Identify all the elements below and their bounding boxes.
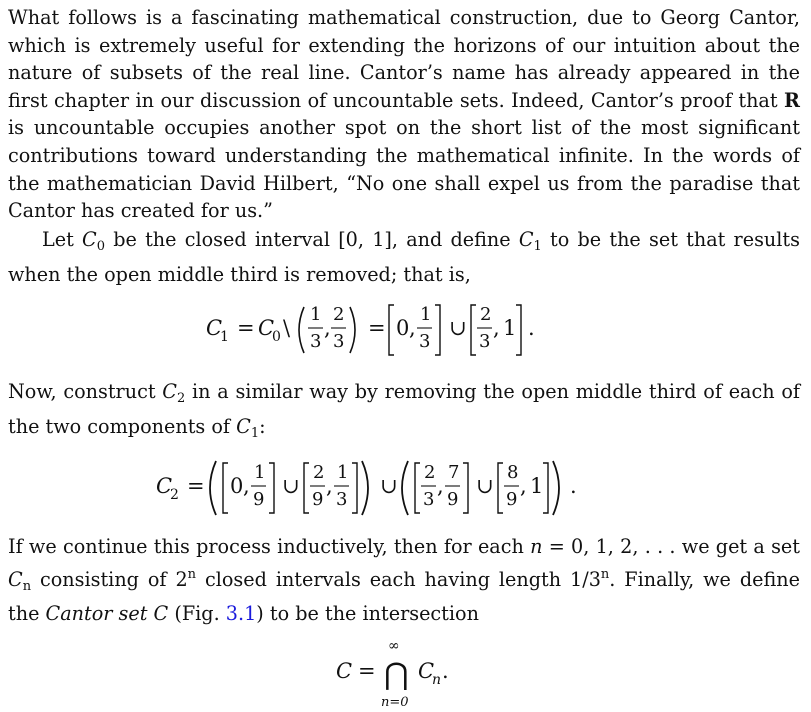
eq2-lhs-sub: 2 <box>169 487 179 503</box>
eq1-lhs: C <box>205 316 222 340</box>
eq2-d5: 9 <box>446 489 458 510</box>
eq1-lhs-sub: 1 <box>219 329 229 345</box>
eq1-period: . <box>527 316 535 340</box>
eq3-intersection: ⋂ <box>383 657 409 692</box>
eq2-n5: 7 <box>447 462 459 483</box>
eq2-paren2-right <box>553 461 559 515</box>
paragraph-define-c1: Let $C_0$ be the closed interval [0, 1], and define $C_1$ to be the set that results when the open middle third is removed; that is, <box>8 228 800 286</box>
cantor-set-term: Cantor set C <box>45 602 169 626</box>
equation-c1 <box>0 288 811 368</box>
eq2-n1: 1 <box>253 462 265 483</box>
eq2-union3: ∪ <box>475 474 494 498</box>
eq1-union: ∪ <box>448 316 467 340</box>
eq1-num1: 1 <box>309 304 321 325</box>
eq1-num3: 1 <box>419 304 431 325</box>
paragraph-cantor-set: If we continue this process inductively, then for each n = 0, 1, 2, . . . we get a set $C_n$ consisting of 2$^n$ closed intervals each having length 1/3$^n$. Finally, we define the Cantor set C (Fig. 3.1) to be the intersection <box>8 535 801 626</box>
eq1-zero: 0 <box>395 316 409 340</box>
equation-cantor-intersection <box>0 634 811 712</box>
eq1-den1: 3 <box>309 331 321 352</box>
eq2-d3: 3 <box>335 489 347 510</box>
reals-symbol: R <box>784 88 800 112</box>
eq3-lhs: C <box>335 659 352 683</box>
figure-ref-link[interactable]: 3.1 <box>225 602 257 626</box>
eq3-period: . <box>441 659 449 683</box>
eq1-equals2: = <box>367 316 386 340</box>
eq1-paren-right <box>350 307 355 353</box>
eq2-zero: 0 <box>229 474 243 498</box>
eq3-infinity: ∞ <box>387 638 400 654</box>
eq1-num4: 2 <box>479 304 491 325</box>
eq3-equals: = <box>357 659 376 683</box>
eq2-paren2-left <box>402 461 408 515</box>
eq2-d4: 3 <box>422 489 434 510</box>
eq2-union2: ∪ <box>379 474 398 498</box>
equation-c2 <box>0 446 811 526</box>
eq1-bracket2-right <box>516 305 521 355</box>
eq2-d6: 9 <box>505 489 517 510</box>
eq2-n4: 2 <box>423 462 435 483</box>
eq2-paren1-right <box>362 461 368 515</box>
eq2-equals: = <box>186 474 205 498</box>
eq2-one: 1 <box>529 474 543 498</box>
eq1-one: 1 <box>502 316 516 340</box>
eq1-c0: C <box>257 316 274 340</box>
eq1-bracket2-left <box>471 305 476 355</box>
eq1-comma3: , <box>492 316 500 340</box>
eq2-comma2: , <box>325 474 333 498</box>
eq1-comma1: , <box>323 316 331 340</box>
eq1-paren-left <box>299 307 304 353</box>
eq1-setminus: \ <box>282 316 290 340</box>
eq2-d2: 9 <box>311 489 323 510</box>
eq1-den4: 3 <box>478 331 490 352</box>
eq2-lhs: C <box>155 474 172 498</box>
eq2-paren1-left <box>210 461 216 515</box>
eq2-period: . <box>569 474 577 498</box>
eq2-n2: 2 <box>312 462 324 483</box>
eq2-n6: 8 <box>506 462 518 483</box>
eq3-lower-limit: n=0 <box>380 695 409 710</box>
eq1-bracket1-right <box>435 305 440 355</box>
eq3-cn: C <box>417 659 434 683</box>
eq2-comma1: , <box>242 474 250 498</box>
eq1-equals: = <box>236 316 255 340</box>
eq3-cn-sub: n <box>431 672 441 688</box>
paragraph-construct-c2: Now, construct $C_2$ in a similar way by removing the open middle third of each of the two components of $C_1$: <box>8 380 800 441</box>
eq1-den2: 3 <box>332 331 344 352</box>
paragraph-intro: What follows is a fascinating mathematical construction, due to Georg Cantor, which is extremely useful for extending the horizons of our intuition about the nature of subsets of the real line. Cantor’s name has already appeared in the first chapter in our discussion of uncountable sets. Indeed, Cantor’s proof that R is uncountable occupies another spot on the short list of the most significant contributions toward understanding the mathematical infinite. In the words of the mathematician David Hilbert, “No one shall expel us from the paradise that Cantor has created for us.” <box>8 6 800 223</box>
eq1-num2: 2 <box>332 304 344 325</box>
eq1-bracket1-left <box>389 305 394 355</box>
eq1-comma2: , <box>408 316 416 340</box>
eq2-d1: 9 <box>252 489 264 510</box>
eq1-c0-sub: 0 <box>271 329 281 345</box>
eq1-den3: 3 <box>418 331 430 352</box>
eq2-comma4: , <box>519 474 527 498</box>
eq2-union1: ∪ <box>281 474 300 498</box>
eq2-n3: 1 <box>336 462 348 483</box>
eq2-comma3: , <box>436 474 444 498</box>
